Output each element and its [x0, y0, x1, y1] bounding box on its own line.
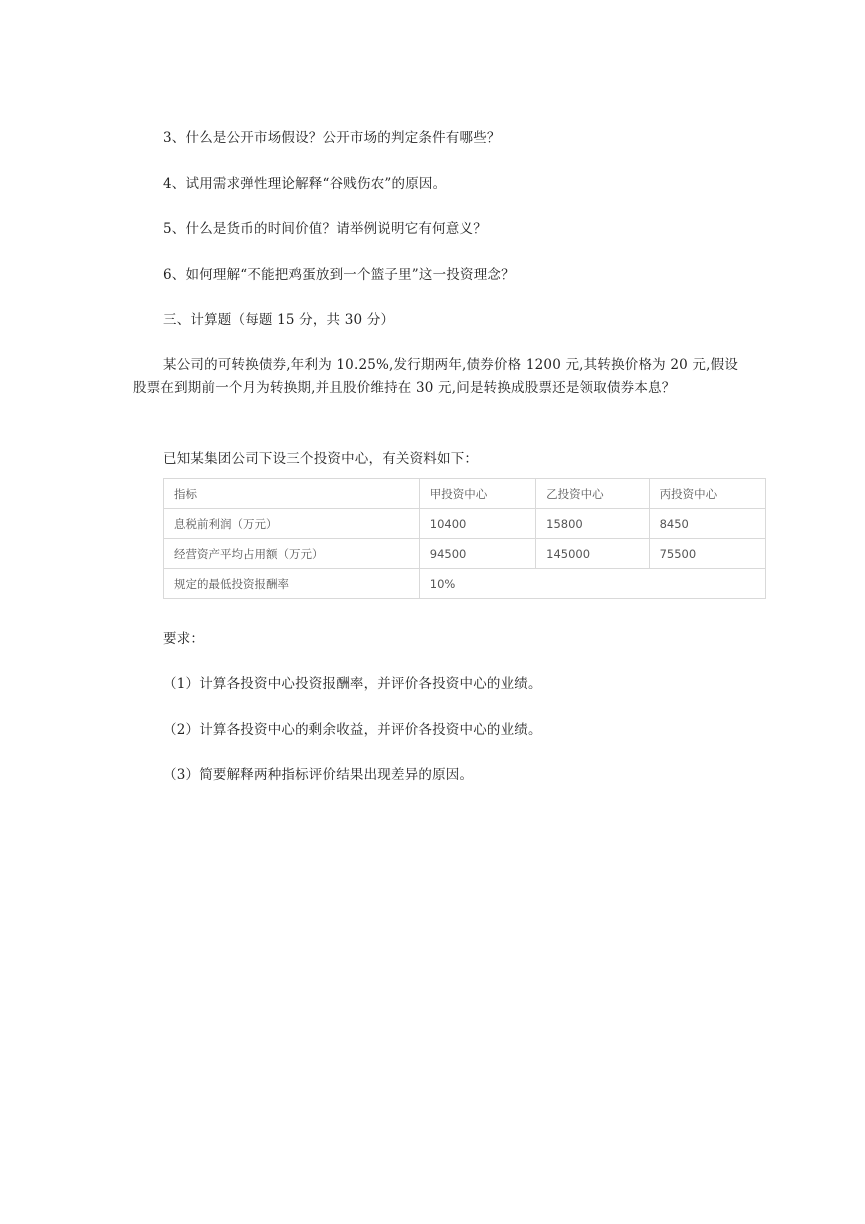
table-cell: 10400: [419, 509, 535, 539]
table-cell: 94500: [419, 539, 535, 569]
requirement-2: （2）计算各投资中心的剩余收益，并评价各投资中心的业绩。: [163, 722, 542, 738]
question-4: 4、试用需求弹性理论解释“谷贱伤农”的原因。: [163, 176, 447, 192]
table-header-cell: 指标: [164, 479, 420, 509]
question-3: 3、什么是公开市场假设？公开市场的判定条件有哪些？: [163, 130, 501, 146]
table-header-cell: 乙投资中心: [536, 479, 649, 509]
table-cell-rate-label: 规定的最低投资报酬率: [164, 569, 420, 599]
requirement-1: （1）计算各投资中心投资报酬率，并评价各投资中心的业绩。: [163, 676, 542, 692]
requirement-3: （3）简要解释两种指标评价结果出现差异的原因。: [163, 767, 474, 783]
table-header-row: [164, 479, 766, 509]
section-heading-calculation: 三、计算题（每题 15 分，共 30 分）: [163, 312, 395, 328]
table-row: [164, 509, 766, 539]
table-cell: 8450: [649, 509, 765, 539]
question-5: 5、什么是货币的时间价值？请举例说明它有何意义？: [163, 221, 487, 237]
investment-center-table: [163, 478, 766, 599]
table-cell: 15800: [536, 509, 649, 539]
requirements-label: 要求：: [163, 631, 205, 647]
table-cell: 145000: [536, 539, 649, 569]
table-header-cell: 甲投资中心: [419, 479, 535, 509]
question-6: 6、如何理解“不能把鸡蛋放到一个篮子里”这一投资理念？: [163, 267, 515, 283]
table-cell: 经营资产平均占用额（万元）: [164, 539, 420, 569]
table-cell-rate-value: 10%: [419, 569, 765, 599]
table-row: [164, 539, 766, 569]
table-cell: 75500: [649, 539, 765, 569]
problem-1-body: 某公司的可转换债券,年利为 10.25%,发行期两年,债券价格 1200 元,其转换价格为 20 元,假设股票在到期前一个月为转换期,并且股价维持在 30 元,问是转换成股票还是领取债券本息？: [133, 357, 739, 396]
table-header-cell: 丙投资中心: [649, 479, 765, 509]
problem-1-text: [133, 354, 745, 400]
table-cell: 息税前利润（万元）: [164, 509, 420, 539]
table-row: [164, 569, 766, 599]
problem-2-intro: 已知某集团公司下设三个投资中心，有关资料如下：: [163, 451, 479, 467]
